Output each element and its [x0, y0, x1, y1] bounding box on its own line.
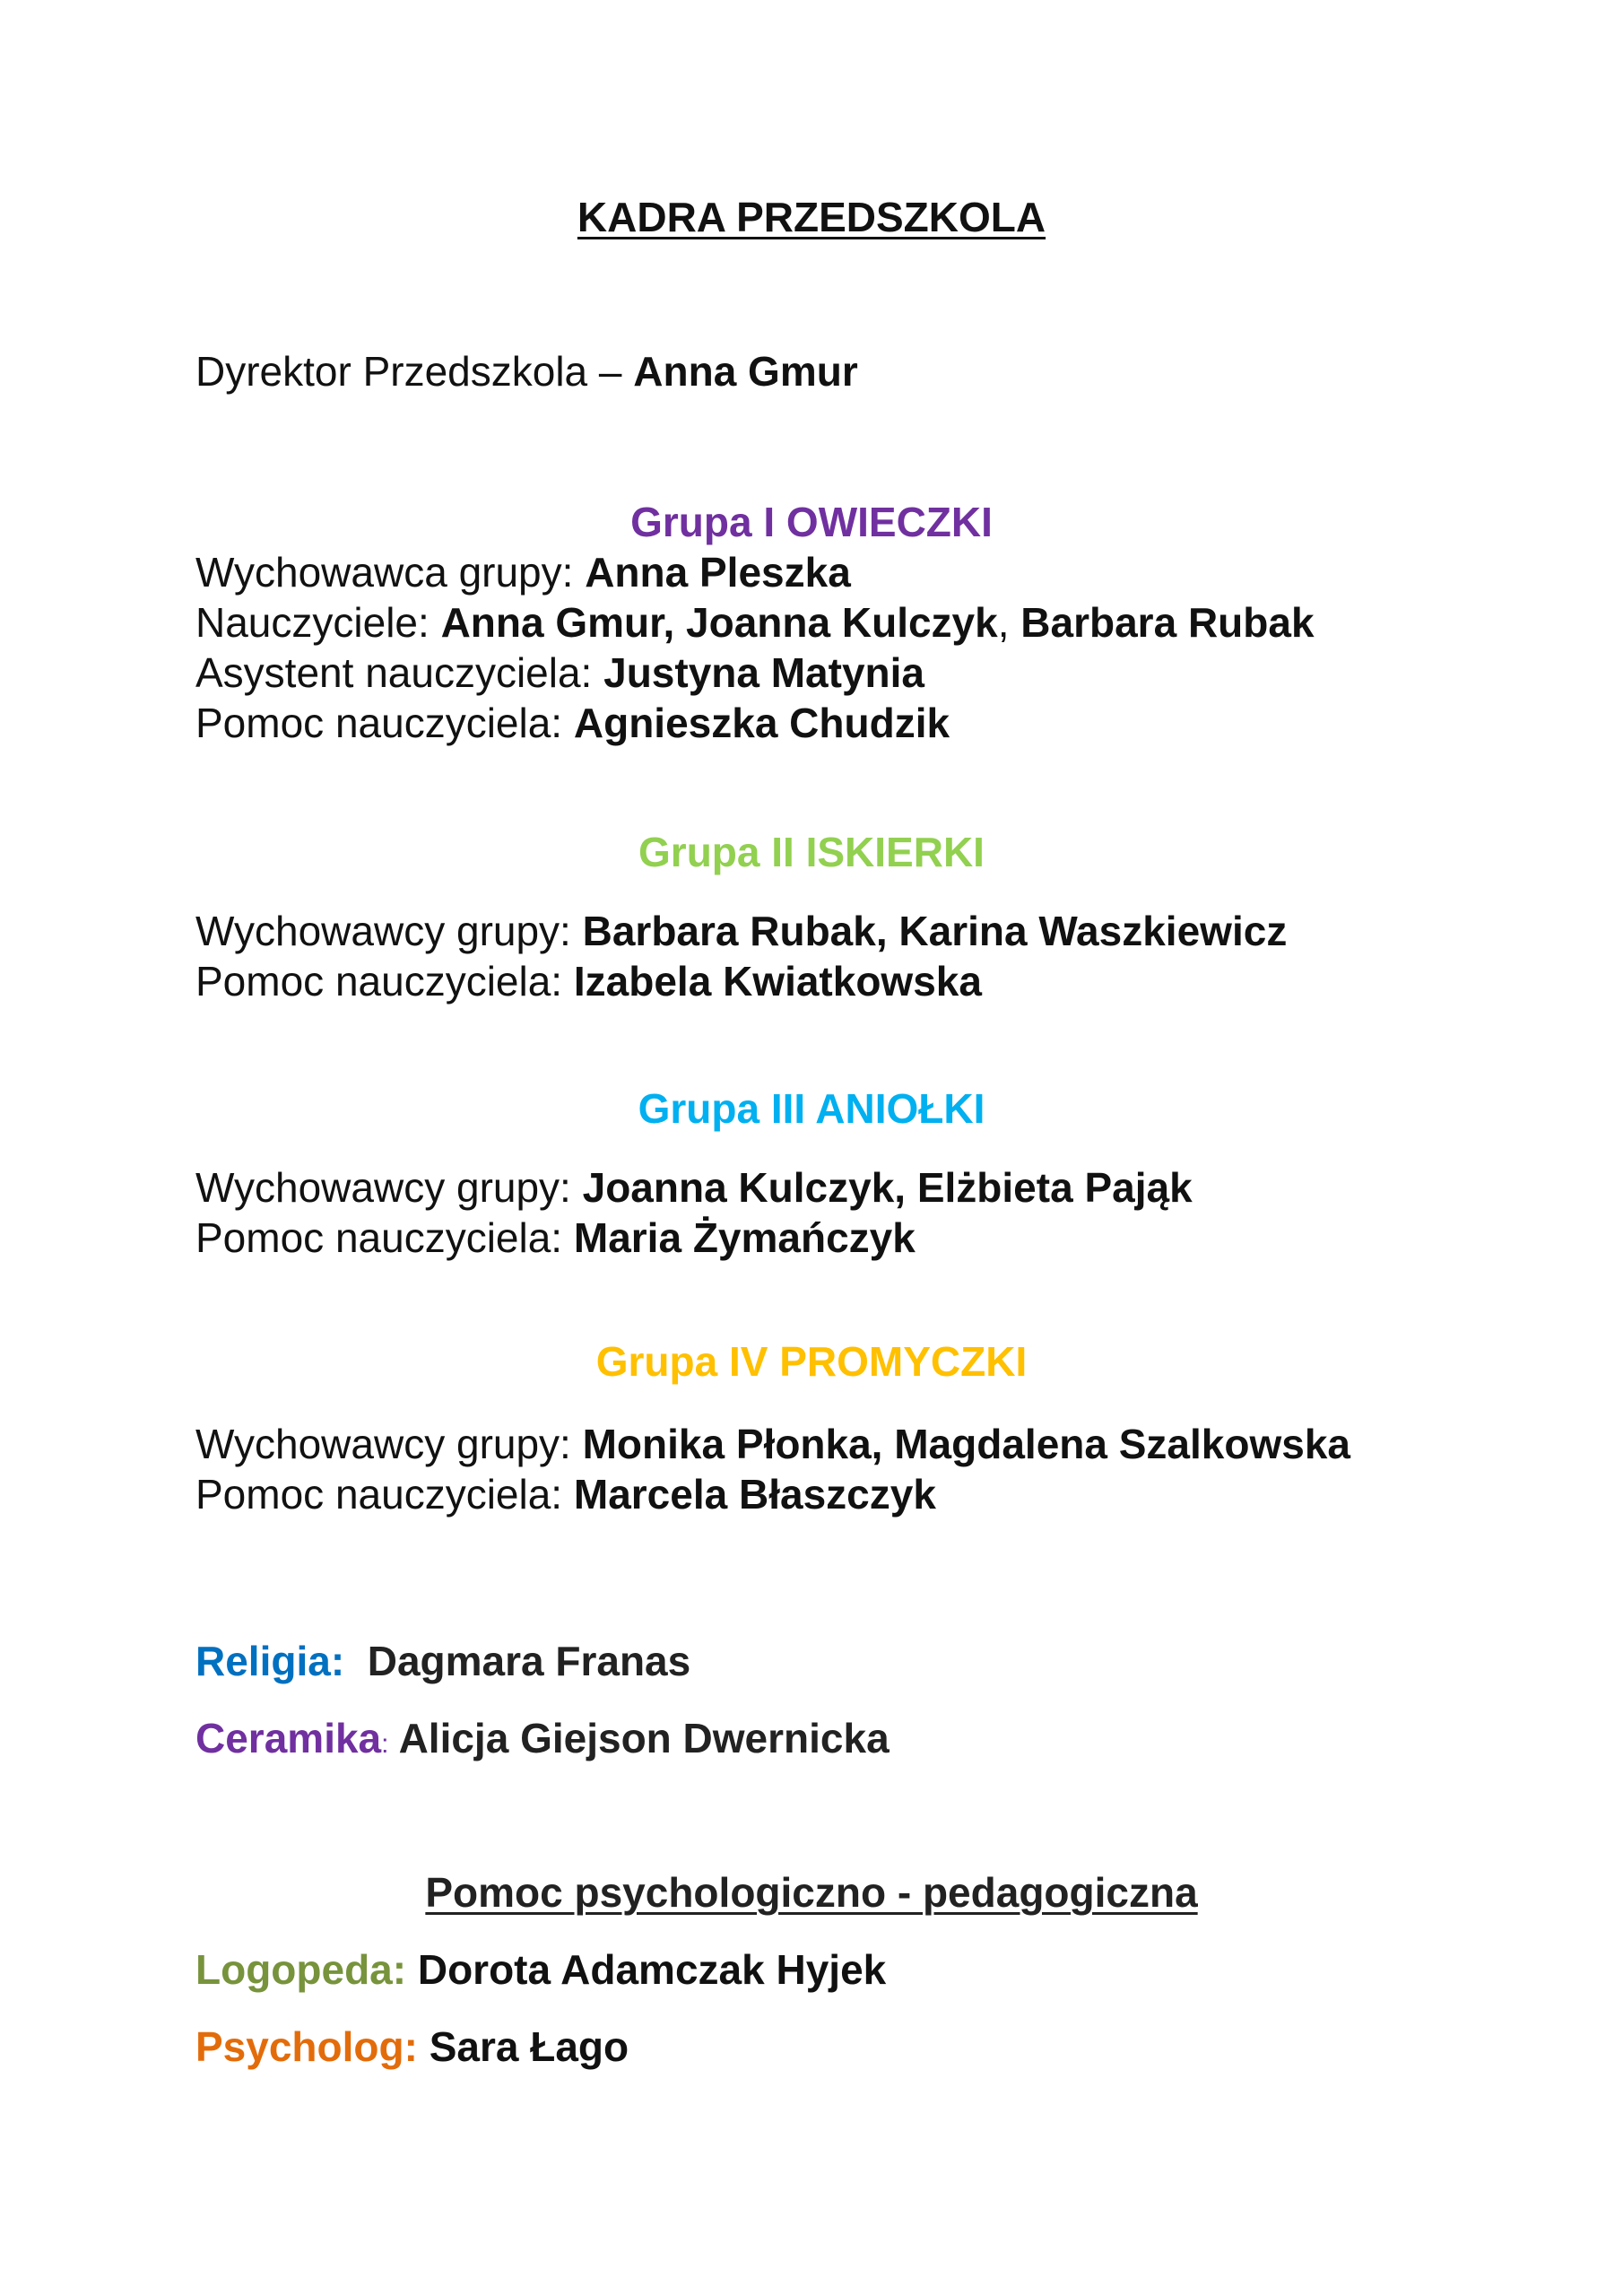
group-2-heading: Grupa II ISKIERKI [638, 829, 985, 875]
group-1-row [195, 698, 950, 748]
director-label: Dyrektor Przedszkola – [195, 348, 634, 395]
group-2-row [195, 906, 1287, 956]
row-names: Anna Pleszka [585, 549, 851, 596]
religion-name: Dagmara Franas [367, 1638, 691, 1684]
row-label: Wychowawcy grupy: [195, 1421, 583, 1467]
psychologist-line [195, 2022, 629, 2072]
speech-therapist-line [195, 1944, 886, 1995]
group-1-row [195, 648, 924, 698]
row-label: Pomoc nauczyciela: [195, 1214, 574, 1261]
row-separator: , [997, 599, 1021, 646]
religion-line [195, 1636, 690, 1686]
ceramics-label: Ceramika [195, 1715, 382, 1761]
speech-therapist-name: Dorota Adamczak Hyjek [417, 1946, 887, 1993]
group-2-row [195, 956, 982, 1006]
row-names: Barbara Rubak, Karina Waszkiewicz [582, 908, 1288, 954]
psychologist-label: Psycholog: [195, 2023, 418, 2070]
row-label: Pomoc nauczyciela: [195, 700, 574, 746]
row-label: Wychowawcy grupy: [195, 1164, 583, 1211]
group-4-row [195, 1469, 936, 1519]
group-1-row [195, 547, 851, 597]
row-names: Joanna Kulczyk, Elżbieta Pająk [582, 1164, 1193, 1211]
director-line [195, 346, 858, 396]
row-names: Anna Gmur, Joanna Kulczyk [440, 599, 998, 646]
group-1-row [195, 597, 1315, 648]
group-1-heading: Grupa I OWIECZKI [630, 499, 993, 545]
row-names: Marcela Błaszczyk [573, 1471, 936, 1518]
row-names: Monika Płonka, Magdalena Szalkowska [582, 1421, 1350, 1467]
group-4-row [195, 1419, 1350, 1469]
row-names: Justyna Matynia [603, 649, 925, 696]
speech-therapist-label: Logopeda: [195, 1946, 407, 1993]
row-names: Izabela Kwiatkowska [573, 958, 982, 1004]
support-heading: Pomoc psychologiczno - pedagogiczna [425, 1869, 1198, 1916]
ceramics-name: Alicja Giejson Dwernicka [398, 1715, 890, 1761]
row-label: Asystent nauczyciela: [195, 649, 604, 696]
row-label: Pomoc nauczyciela: [195, 1471, 574, 1518]
religion-label: Religia: [195, 1638, 345, 1684]
director-name: Anna Gmur [633, 348, 858, 395]
row-label: Pomoc nauczyciela: [195, 958, 574, 1004]
group-4-heading: Grupa IV PROMYCZKI [595, 1338, 1028, 1385]
row-names: Barbara Rubak [1020, 599, 1315, 646]
row-label: Nauczyciele: [195, 599, 441, 646]
ceramics-line [195, 1713, 890, 1770]
row-names: Maria Żymańczyk [573, 1214, 916, 1261]
group-3-row [195, 1213, 916, 1263]
group-3-heading: Grupa III ANIOŁKI [638, 1085, 985, 1132]
group-3-row [195, 1162, 1193, 1213]
row-label: Wychowawca grupy: [195, 549, 586, 596]
row-label: Wychowawcy grupy: [195, 908, 583, 954]
psychologist-name: Sara Łago [429, 2023, 629, 2070]
row-names: Agnieszka Chudzik [573, 700, 950, 746]
page-title: KADRA PRZEDSZKOLA [577, 194, 1046, 240]
ceramics-colon: : [381, 1729, 389, 1759]
